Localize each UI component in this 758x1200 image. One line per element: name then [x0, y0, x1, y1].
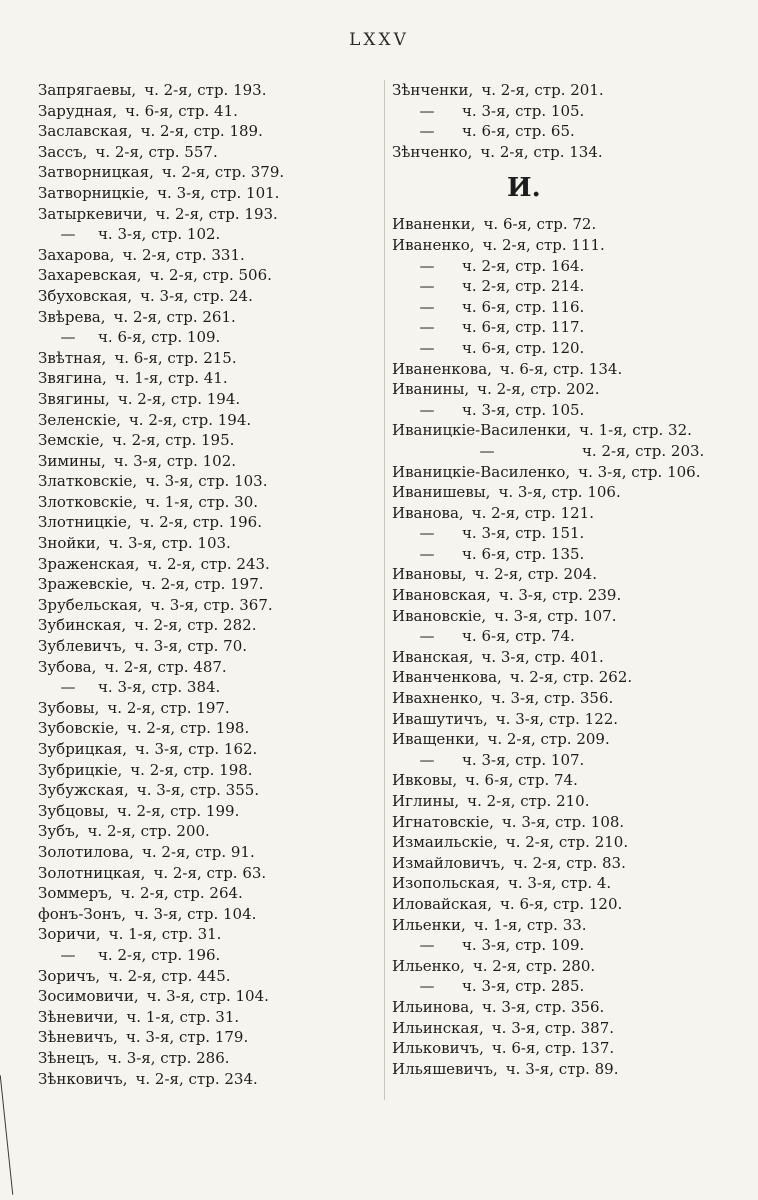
surname: Иващенки,: [392, 730, 480, 749]
index-entry-continuation: [392, 276, 752, 297]
surname: Звягины,: [38, 389, 110, 408]
surname: Иглины,: [392, 792, 460, 810]
surname: Зоммеръ,: [38, 884, 113, 903]
index-entry: [392, 503, 752, 524]
volume-page-reference: ч. 2-я, стр. 209.: [487, 730, 610, 749]
volume-page-reference: ч. 6-я, стр. 74.: [462, 627, 575, 646]
volume-page-reference: ч. 6-я, стр. 117.: [462, 318, 585, 337]
surname: Земскіе,: [38, 431, 105, 450]
surname: Захаревская,: [38, 266, 142, 285]
index-entry: [38, 492, 388, 513]
continuation-dash: —: [419, 101, 435, 120]
surname: Зѣнченко,: [392, 142, 473, 161]
volume-page-reference: ч. 2-я, стр. 214.: [462, 277, 585, 296]
index-entry: [392, 379, 752, 400]
surname: Зеленскіе,: [38, 410, 121, 429]
index-entry-continuation: [392, 750, 752, 771]
index-entry-continuation: [38, 677, 388, 698]
index-entry: [38, 698, 388, 719]
index-entry: [38, 204, 388, 225]
index-entry-continuation: [392, 523, 752, 544]
index-entry: [392, 791, 752, 812]
index-entry: [38, 183, 388, 204]
volume-page-reference: ч. 2-я, стр. 210.: [505, 833, 629, 852]
volume-page-reference: ч. 3-я, стр. 104.: [134, 904, 257, 923]
index-entry: [392, 606, 752, 627]
index-entry: [38, 924, 388, 945]
index-entry-continuation: [392, 441, 752, 462]
volume-page-reference: ч. 3-я, стр. 151.: [462, 524, 585, 543]
volume-page-reference: ч. 2-я, стр. 63.: [153, 863, 267, 882]
volume-page-reference: ч. 3-я, стр. 106.: [578, 462, 701, 481]
volume-page-reference: ч. 6-я, стр. 137.: [491, 1039, 615, 1058]
index-entry-continuation: [392, 626, 752, 647]
volume-page-reference: ч. 2-я, стр. 243.: [147, 554, 270, 573]
surname: Иванченкова,: [392, 668, 502, 687]
surname: Зраженская,: [38, 554, 140, 573]
index-entry: [38, 348, 388, 369]
surname: Ильинова,: [392, 997, 474, 1016]
continuation-dash: —: [419, 936, 435, 955]
surname: Зрубельская,: [38, 595, 143, 614]
surname: Иловайская,: [392, 894, 492, 913]
index-entry: [38, 739, 388, 760]
continuation-dash: —: [419, 297, 435, 316]
index-entry-continuation: [392, 400, 752, 421]
volume-page-reference: ч. 3-я, стр. 105.: [462, 101, 585, 120]
volume-page-reference: ч. 2-я, стр. 204.: [474, 565, 597, 584]
index-entry: [392, 420, 752, 441]
volume-page-reference: ч. 3-я, стр. 355.: [136, 781, 260, 800]
surname: Зражевскіе,: [38, 575, 134, 594]
index-entry-continuation: [392, 256, 752, 277]
continuation-dash: —: [419, 400, 435, 419]
volume-page-reference: ч. 3-я, стр. 387.: [491, 1018, 615, 1037]
surname: Затворницкіе,: [38, 183, 150, 202]
index-entry: [392, 235, 752, 256]
volume-page-reference: ч. 3-я, стр. 401.: [481, 647, 604, 666]
volume-page-reference: ч. 2-я, стр. 200.: [87, 822, 210, 841]
continuation-dash: —: [419, 524, 435, 543]
surname: Зѣневичъ,: [38, 1028, 118, 1047]
continuation-dash: —: [60, 945, 76, 964]
index-entry: [392, 667, 752, 688]
page-number: LXXV: [349, 30, 409, 50]
surname: Зубрицкіе,: [38, 760, 123, 779]
volume-page-reference: ч. 2-я, стр. 203.: [582, 441, 705, 460]
surname: Зубова,: [38, 657, 97, 676]
index-entry: [38, 307, 388, 328]
surname: Иваницкіе-Василенки,: [392, 421, 572, 440]
index-entry: [38, 966, 388, 987]
index-entry: [38, 1048, 388, 1069]
volume-page-reference: ч. 2-я, стр. 193.: [155, 204, 278, 223]
surname: Звягина,: [38, 369, 107, 388]
continuation-dash: —: [419, 256, 435, 275]
volume-page-reference: ч. 3-я, стр. 108.: [501, 812, 625, 831]
surname: Ивахненко,: [392, 689, 483, 708]
volume-page-reference: ч. 2-я, стр. 201.: [481, 81, 604, 99]
volume-page-reference: ч. 2-я, стр. 557.: [95, 142, 218, 161]
volume-page-reference: ч. 3-я, стр. 285.: [462, 977, 585, 996]
volume-page-reference: ч. 3-я, стр. 367.: [150, 595, 273, 614]
volume-page-reference: ч. 6-я, стр. 74.: [465, 771, 578, 790]
surname: Измаильскіе,: [392, 833, 498, 852]
index-entry: [38, 554, 388, 575]
index-entry-continuation: [392, 976, 752, 997]
surname: Зубъ,: [38, 822, 80, 841]
continuation-dash: —: [419, 977, 435, 996]
surname: Зоричъ,: [38, 966, 101, 985]
surname: Иваненко,: [392, 235, 475, 254]
volume-page-reference: ч. 2-я, стр. 197.: [141, 575, 264, 594]
volume-page-reference: ч. 1-я, стр. 41.: [114, 369, 228, 388]
index-entry: [38, 430, 388, 451]
volume-page-reference: ч. 2-я, стр. 91.: [141, 842, 255, 861]
margin-mark: [0, 1075, 13, 1194]
volume-page-reference: ч. 6-я, стр. 109.: [98, 328, 221, 347]
index-entry: [392, 894, 752, 915]
surname: Игнатовскіе,: [392, 812, 494, 831]
index-entry: [38, 410, 388, 431]
index-entry: [392, 956, 752, 977]
surname: Зѣнченки,: [392, 81, 474, 99]
index-entry: [38, 760, 388, 781]
volume-page-reference: ч. 2-я, стр. 198.: [130, 760, 253, 779]
index-entry: [38, 162, 388, 183]
volume-page-reference: ч. 3-я, стр. 103.: [108, 534, 231, 553]
surname: Ильковичъ,: [392, 1039, 484, 1058]
surname: Заславская,: [38, 122, 133, 141]
index-entry: [38, 368, 388, 389]
index-continuation-block: [392, 80, 752, 162]
volume-page-reference: ч. 2-я, стр. 189.: [140, 122, 263, 141]
surname: Иваненки,: [392, 215, 476, 234]
section-letter-heading: И.: [507, 173, 541, 204]
index-entry: [392, 812, 752, 833]
surname: Зубрицкая,: [38, 740, 127, 758]
surname: Зубцовы,: [38, 801, 110, 820]
continuation-dash: —: [419, 627, 435, 646]
index-entry: [38, 101, 388, 122]
volume-page-reference: ч. 3-я, стр. 239.: [498, 586, 622, 605]
surname: Ильенки,: [392, 915, 466, 934]
index-entry: [38, 142, 388, 163]
index-entry: [38, 718, 388, 739]
volume-page-reference: ч. 2-я, стр. 83.: [513, 853, 626, 872]
index-entry: [38, 1027, 388, 1048]
volume-page-reference: ч. 3-я, стр. 162.: [135, 740, 258, 758]
index-entry: [38, 657, 388, 678]
index-entry: [38, 574, 388, 595]
index-entry: [392, 142, 752, 163]
surname: Зосимовичи,: [38, 987, 139, 1006]
volume-page-reference: ч. 3-я, стр. 101.: [157, 183, 280, 202]
surname: Ивашутичъ,: [392, 709, 488, 728]
volume-page-reference: ч. 2-я, стр. 111.: [482, 235, 605, 254]
index-entry: [392, 585, 752, 606]
volume-page-reference: ч. 2-я, стр. 379.: [161, 163, 285, 182]
volume-page-reference: ч. 3-я, стр. 70.: [134, 637, 248, 656]
continuation-dash: —: [419, 277, 435, 296]
volume-page-reference: ч. 2-я, стр. 264.: [120, 884, 243, 903]
continuation-dash: —: [419, 750, 435, 769]
volume-page-reference: ч. 2-я, стр. 198.: [126, 719, 250, 738]
volume-page-reference: ч. 6-я, стр. 120.: [499, 894, 623, 913]
volume-page-reference: ч. 2-я, стр. 199.: [117, 801, 240, 820]
index-entry: [38, 265, 388, 286]
volume-page-reference: ч. 3-я, стр. 356.: [490, 689, 614, 708]
volume-page-reference: ч. 6-я, стр. 72.: [483, 215, 597, 234]
index-entry: [38, 533, 388, 554]
volume-page-reference: ч. 2-я, стр. 445.: [108, 966, 231, 985]
surname: Затворницкая,: [38, 163, 154, 182]
index-entry: [38, 780, 388, 801]
volume-page-reference: ч. 3-я, стр. 102.: [98, 225, 221, 244]
index-entry: [38, 636, 388, 657]
surname: Золотилова,: [38, 842, 134, 861]
volume-page-reference: ч. 2-я, стр. 194.: [117, 389, 241, 408]
surname: Зѣнковичъ,: [38, 1069, 128, 1088]
surname: Збуховская,: [38, 286, 133, 305]
volume-page-reference: ч. 2-я, стр. 506.: [149, 266, 272, 285]
volume-page-reference: ч. 2-я, стр. 193.: [144, 81, 267, 99]
index-entry: [38, 245, 388, 266]
index-entry-continuation: [392, 544, 752, 565]
index-entry-continuation: [38, 945, 388, 966]
volume-page-reference: ч. 1-я, стр. 33.: [473, 915, 587, 934]
volume-page-reference: ч. 6-я, стр. 65.: [462, 122, 575, 141]
volume-page-reference: ч. 6-я, стр. 120.: [462, 338, 585, 357]
surname: Золотницкая,: [38, 863, 146, 882]
continuation-dash: —: [419, 122, 435, 141]
surname: Затыркевичи,: [38, 204, 148, 223]
volume-page-reference: ч. 3-я, стр. 102.: [113, 451, 237, 470]
continuation-dash: —: [60, 328, 76, 347]
index-section-block: [392, 214, 752, 1079]
surname: Измайловичъ,: [392, 853, 506, 872]
surname: Иванины,: [392, 380, 470, 399]
index-entry: [38, 1007, 388, 1028]
index-entry: [38, 986, 388, 1007]
surname: Зоричи,: [38, 925, 101, 944]
surname: Ильяшевичъ,: [392, 1059, 498, 1078]
volume-page-reference: ч. 3-я, стр. 103.: [145, 472, 268, 491]
surname: Зимины,: [38, 451, 106, 470]
volume-page-reference: ч. 2-я, стр. 202.: [477, 380, 600, 399]
surname: Иванская,: [392, 647, 474, 666]
volume-page-reference: ч. 2-я, стр. 196.: [139, 513, 262, 532]
surname: фонъ-Зонъ,: [38, 904, 127, 923]
index-entry: [38, 471, 388, 492]
volume-page-reference: ч. 2-я, стр. 262.: [509, 668, 633, 687]
index-entry-continuation: [392, 121, 752, 142]
index-entry: [392, 853, 752, 874]
surname: Звѣтная,: [38, 348, 107, 367]
volume-page-reference: ч. 3-я, стр. 356.: [481, 997, 605, 1016]
volume-page-reference: ч. 3-я, стр. 384.: [98, 678, 221, 697]
index-entry-continuation: [38, 224, 388, 245]
index-entry: [38, 842, 388, 863]
index-entry-continuation: [392, 317, 752, 338]
volume-page-reference: ч. 2-я, стр. 280.: [472, 956, 596, 975]
index-entry: [38, 389, 388, 410]
index-entry: [38, 595, 388, 616]
volume-page-reference: ч. 3-я, стр. 286.: [107, 1048, 230, 1067]
volume-page-reference: ч. 2-я, стр. 121.: [471, 503, 594, 522]
volume-page-reference: ч. 3-я, стр. 122.: [495, 709, 619, 728]
index-entry: [392, 873, 752, 894]
column-divider: [384, 80, 385, 1100]
surname: Ивковы,: [392, 771, 458, 790]
index-entry: [392, 462, 752, 483]
surname: Знойки,: [38, 534, 101, 553]
volume-page-reference: ч. 2-я, стр. 164.: [462, 256, 585, 275]
index-entry: [392, 482, 752, 503]
volume-page-reference: ч. 2-я, стр. 197.: [107, 698, 230, 717]
volume-page-reference: ч. 2-я, стр. 195.: [112, 431, 235, 450]
continuation-dash: —: [479, 441, 495, 460]
volume-page-reference: ч. 6-я, стр. 135.: [462, 544, 585, 563]
volume-page-reference: ч. 3-я, стр. 104.: [146, 987, 269, 1006]
index-entry: [38, 512, 388, 533]
index-entry: [392, 729, 752, 750]
volume-page-reference: ч. 2-я, стр. 487.: [104, 657, 227, 676]
volume-page-reference: ч. 6-я, стр. 116.: [462, 297, 585, 316]
volume-page-reference: ч. 3-я, стр. 106.: [498, 483, 621, 502]
index-entry: [38, 801, 388, 822]
volume-page-reference: ч. 1-я, стр. 31.: [126, 1007, 240, 1026]
index-entry: [38, 883, 388, 904]
index-entry: [392, 564, 752, 585]
index-entry: [392, 1018, 752, 1039]
surname: Злотницкіе,: [38, 513, 132, 532]
surname: Зубовскіе,: [38, 719, 119, 738]
surname: Иванова,: [392, 503, 464, 522]
volume-page-reference: ч. 3-я, стр. 107.: [462, 750, 585, 769]
volume-page-reference: ч. 2-я, стр. 331.: [122, 245, 245, 264]
index-entry: [38, 1069, 388, 1090]
volume-page-reference: ч. 2-я, стр. 134.: [480, 142, 603, 161]
surname: Захарова,: [38, 245, 115, 264]
index-entry: [392, 80, 752, 101]
volume-page-reference: ч. 3-я, стр. 24.: [140, 286, 253, 305]
index-entry: [38, 451, 388, 472]
index-entry: [392, 709, 752, 730]
continuation-dash: —: [419, 318, 435, 337]
surname: Запрягаевы,: [38, 81, 137, 99]
surname: Ивановскіе,: [392, 606, 487, 625]
volume-page-reference: ч. 3-я, стр. 4.: [507, 874, 612, 893]
volume-page-reference: ч. 3-я, стр. 179.: [125, 1028, 249, 1047]
surname: Зѣнецъ,: [38, 1048, 100, 1067]
index-entry: [392, 214, 752, 235]
volume-page-reference: ч. 3-я, стр. 89.: [505, 1059, 619, 1078]
volume-page-reference: ч. 2-я, стр. 282.: [134, 616, 257, 635]
index-entry: [392, 1038, 752, 1059]
volume-page-reference: ч. 2-я, стр. 234.: [135, 1069, 258, 1088]
volume-page-reference: ч. 6-я, стр. 215.: [114, 348, 237, 367]
index-entry: [392, 997, 752, 1018]
surname: Ильинская,: [392, 1018, 484, 1037]
continuation-dash: —: [419, 338, 435, 357]
volume-page-reference: ч. 2-я, стр. 261.: [113, 307, 236, 326]
index-entry: [392, 359, 752, 380]
volume-page-reference: ч. 2-я, стр. 194.: [128, 410, 252, 429]
index-entry: [38, 80, 388, 101]
index-entry: [392, 770, 752, 791]
index-entry: [392, 915, 752, 936]
volume-page-reference: ч. 3-я, стр. 109.: [462, 936, 585, 955]
index-entry: [392, 1059, 752, 1080]
index-entry: [392, 832, 752, 853]
index-entry-continuation: [38, 327, 388, 348]
surname: Злотковскіе,: [38, 492, 138, 511]
volume-page-reference: ч. 1-я, стр. 32.: [579, 421, 692, 440]
surname: Ильенко,: [392, 956, 465, 975]
index-entry: [38, 863, 388, 884]
surname: Зѣневичи,: [38, 1007, 119, 1026]
volume-page-reference: ч. 1-я, стр. 31.: [108, 925, 222, 944]
index-entry-continuation: [392, 297, 752, 318]
volume-page-reference: ч. 2-я, стр. 196.: [98, 945, 221, 964]
index-entry: [38, 821, 388, 842]
index-entry: [392, 688, 752, 709]
surname: Ивановская,: [392, 586, 491, 605]
surname: Зубужская,: [38, 781, 129, 800]
index-entry-continuation: [392, 101, 752, 122]
volume-page-reference: ч. 3-я, стр. 107.: [494, 606, 617, 625]
surname: Ивановы,: [392, 565, 467, 584]
index-entry: [392, 647, 752, 668]
surname: Звѣрева,: [38, 307, 106, 326]
continuation-dash: —: [60, 678, 76, 697]
index-entry: [38, 286, 388, 307]
volume-page-reference: ч. 2-я, стр. 210.: [467, 792, 590, 810]
continuation-dash: —: [60, 225, 76, 244]
surname: Изопольская,: [392, 874, 500, 893]
surname: Иваненкова,: [392, 359, 492, 378]
index-column-right: [392, 80, 752, 1079]
surname: Зарудная,: [38, 101, 118, 120]
volume-page-reference: ч. 6-я, стр. 41.: [125, 101, 238, 120]
surname: Иваницкіе-Василенко,: [392, 462, 571, 481]
index-entry: [38, 615, 388, 636]
volume-page-reference: ч. 3-я, стр. 105.: [462, 400, 585, 419]
surname: Златковскіе,: [38, 472, 138, 491]
volume-page-reference: ч. 1-я, стр. 30.: [145, 492, 259, 511]
surname: Иванишевы,: [392, 483, 491, 502]
surname: Зассъ,: [38, 142, 88, 161]
surname: Зублевичъ,: [38, 637, 127, 656]
volume-page-reference: ч. 6-я, стр. 134.: [499, 359, 623, 378]
index-entry-continuation: [392, 935, 752, 956]
index-entry: [38, 121, 388, 142]
index-entry: [38, 904, 388, 925]
surname: Зубовы,: [38, 698, 100, 717]
continuation-dash: —: [419, 544, 435, 563]
index-column-left: [38, 80, 388, 1089]
index-entry-continuation: [392, 338, 752, 359]
surname: Зубинская,: [38, 616, 127, 635]
